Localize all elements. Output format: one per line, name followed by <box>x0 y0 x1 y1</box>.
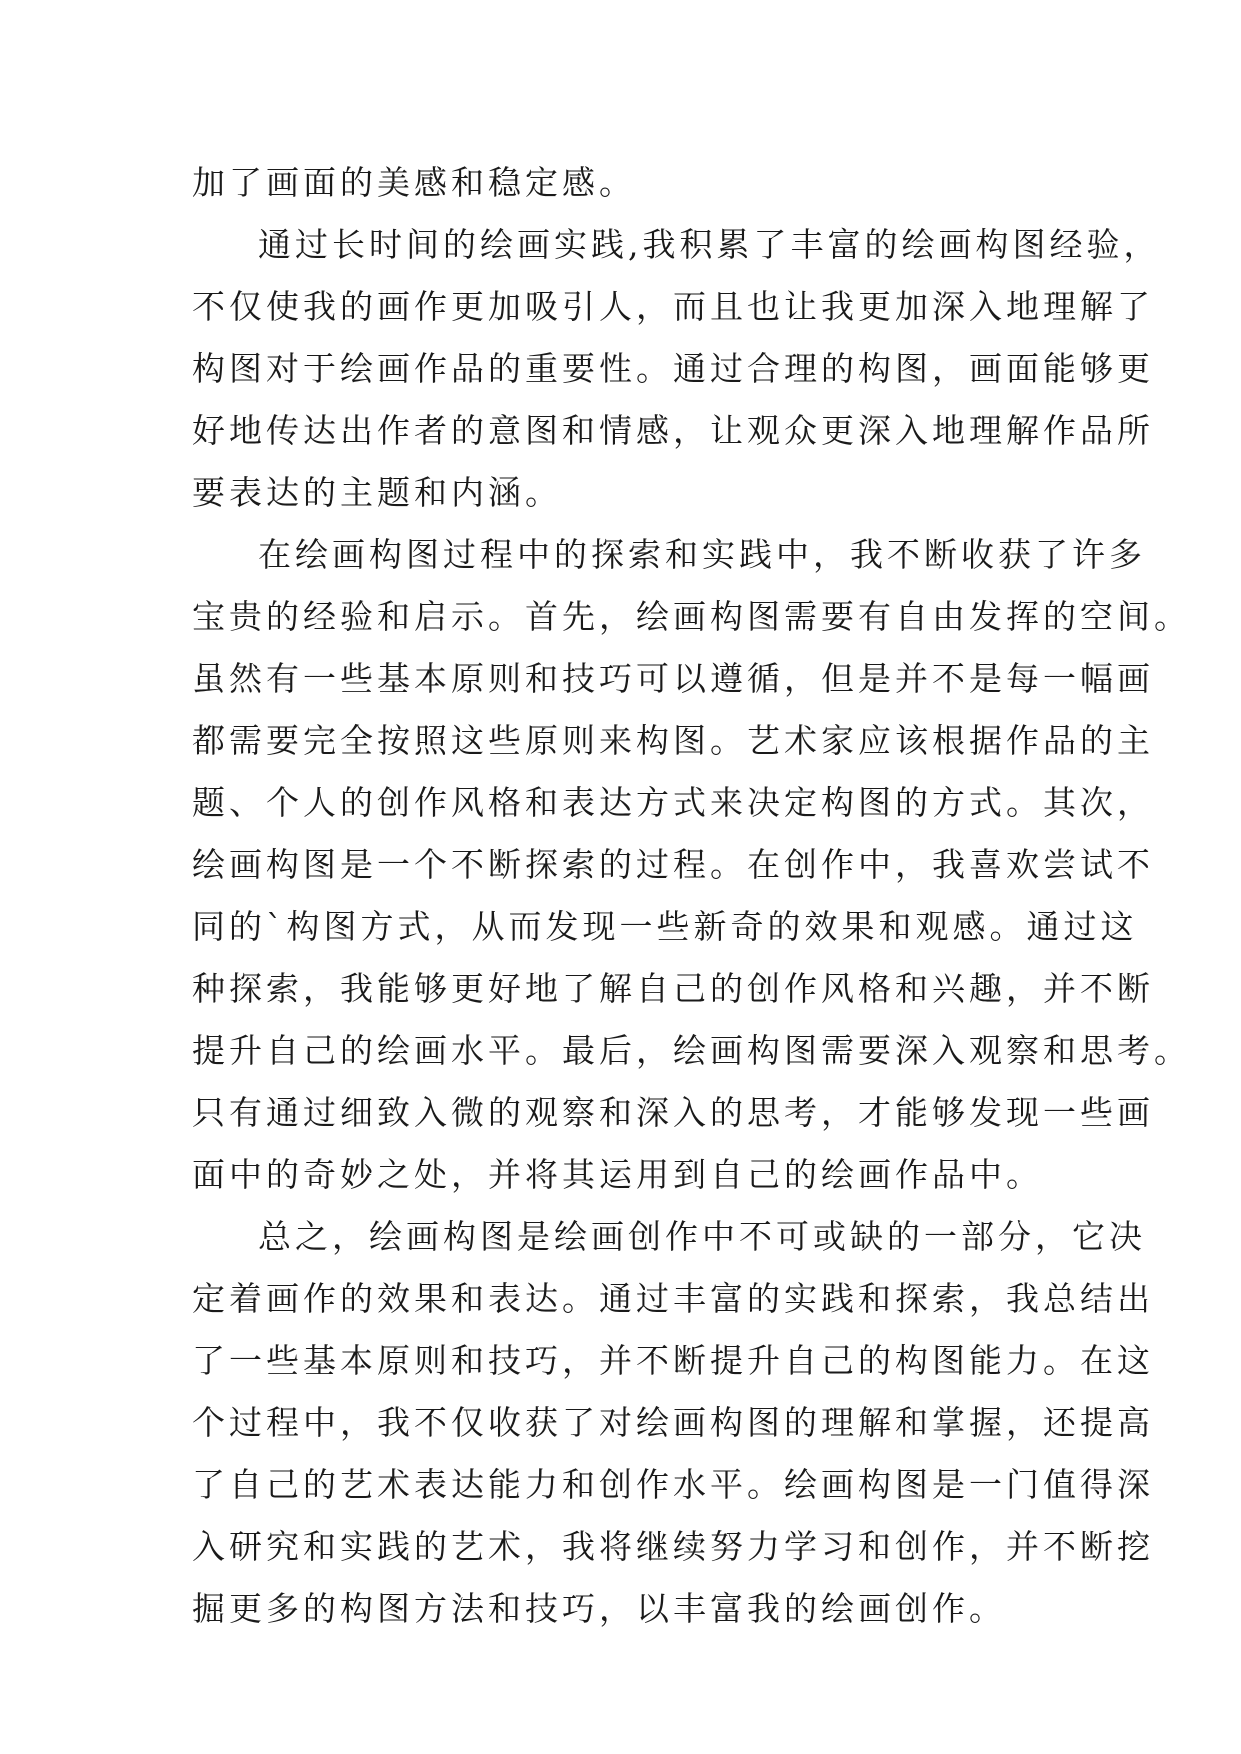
text-line: 种探索，我能够更好地了解自己的创作风格和兴趣，并不断 <box>192 969 1154 1008</box>
text-line: 个过程中，我不仅收获了对绘画构图的理解和掌握，还提高 <box>192 1403 1154 1442</box>
text-line: 面中的奇妙之处，并将其运用到自己的绘画作品中。 <box>192 1155 1043 1194</box>
text-line: 提升自己的绘画水平。最后，绘画构图需要深入观察和思考。 <box>192 1031 1191 1070</box>
text-line: 定着画作的效果和表达。通过丰富的实践和探索，我总结出 <box>192 1279 1154 1318</box>
text-line: 不仅使我的画作更加吸引人，而且也让我更加深入地理解了 <box>192 287 1154 326</box>
text-line: 加了画面的美感和稳定感。 <box>192 163 636 202</box>
text-line: 要表达的主题和内涵。 <box>192 473 562 512</box>
paragraph-first-line: 总之，绘画构图是绘画创作中不可或缺的一部分，它决 <box>258 1217 1146 1256</box>
text-line: 入研究和实践的艺术，我将继续努力学习和创作，并不断挖 <box>192 1527 1154 1566</box>
text-line: 宝贵的经验和启示。首先，绘画构图需要有自由发挥的空间。 <box>192 597 1191 636</box>
paragraph-first-line: 通过长时间的绘画实践,我积累了丰富的绘画构图经验， <box>258 225 1161 264</box>
text-line: 构图对于绘画作品的重要性。通过合理的构图，画面能够更 <box>192 349 1154 388</box>
text-line: 了一些基本原则和技巧，并不断提升自己的构图能力。在这 <box>192 1341 1154 1380</box>
paragraph-first-line: 在绘画构图过程中的探索和实践中，我不断收获了许多 <box>258 535 1146 574</box>
text-line: 题、个人的创作风格和表达方式来决定构图的方式。其次， <box>192 783 1154 822</box>
text-line: 了自己的艺术表达能力和创作水平。绘画构图是一门值得深 <box>192 1465 1154 1504</box>
body-text <box>192 152 1191 1640</box>
text-line: 都需要完全按照这些原则来构图。艺术家应该根据作品的主 <box>192 721 1154 760</box>
text-line: 虽然有一些基本原则和技巧可以遵循，但是并不是每一幅画 <box>192 659 1154 698</box>
text-line: 好地传达出作者的意图和情感，让观众更深入地理解作品所 <box>192 411 1154 450</box>
text-line: 绘画构图是一个不断探索的过程。在创作中，我喜欢尝试不 <box>192 845 1154 884</box>
text-line: 同的`构图方式，从而发现一些新奇的效果和观感。通过这 <box>192 907 1138 946</box>
text-line: 掘更多的构图方法和技巧，以丰富我的绘画创作。 <box>192 1589 1006 1628</box>
text-line: 只有通过细致入微的观察和深入的思考，才能够发现一些画 <box>192 1093 1154 1132</box>
